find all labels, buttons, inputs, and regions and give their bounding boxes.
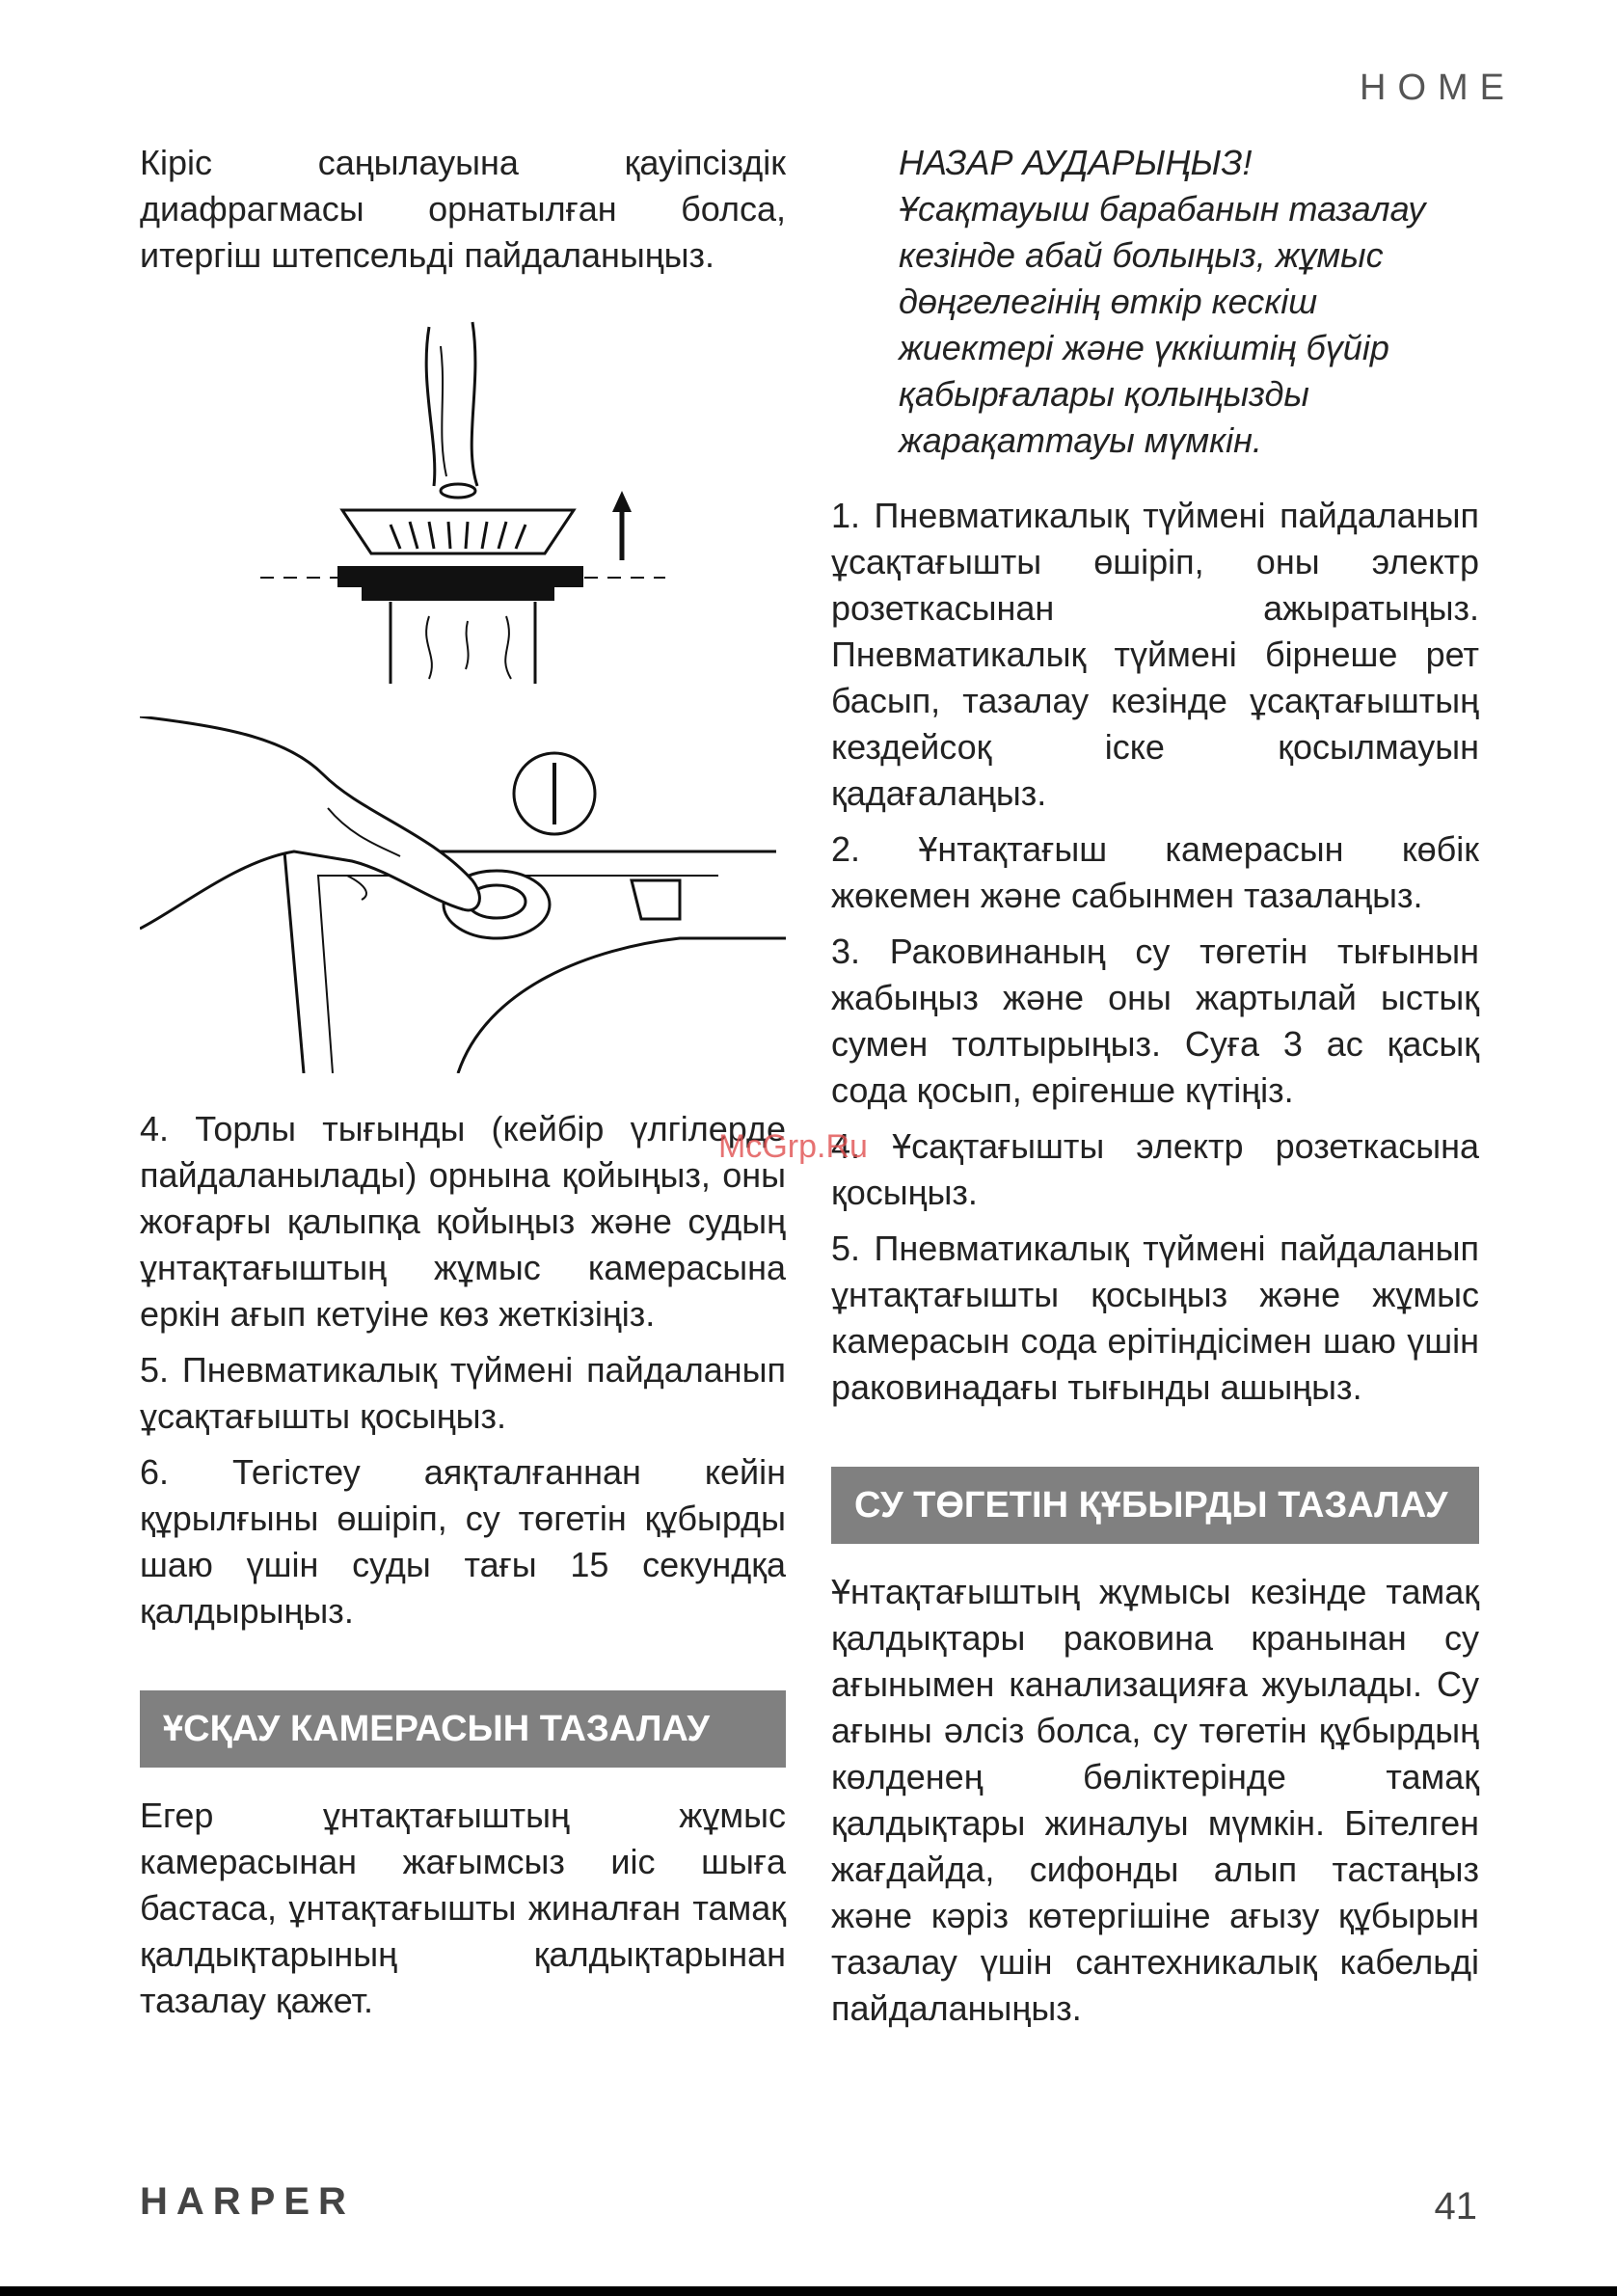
- warning-text: Ұсақтауыш барабанын тазалау кезінде абай болыңыз, жұмыс дөңгелегінің өткір кескіш жиектері және үккіштің бүйір қабырғалары қолыңызды жарақаттауы мүмкін.: [899, 189, 1426, 460]
- bottom-border: [0, 2286, 1617, 2296]
- intro-text: Кіріс саңылауына қауіпсіздік диафрагмасы орнатылған болса, итергіш штепсельді пайдаланыңыз.: [140, 143, 786, 275]
- page-number: 41: [1434, 2185, 1477, 2228]
- chamber-cleaning-text: Егер ұнтақтағыштың жұмыс камерасынан жағымсыз иіс шыға бастаса, ұнтақтағышты жиналған тамақ қалдықтарының қалдықтарынан тазалау қажет.: [140, 1796, 786, 2020]
- right-step-1: 1. Пневматикалық түймені пайдаланып ұсақтағышты өшіріп, оны электр розеткасынан ажыратыңыз. Пневматикалық түймені бірнеше рет басып, тазалау кезінде ұсақтағыштың кездейсоқ іске қосылмауын қадағалаңыз.: [831, 496, 1479, 813]
- left-step-5: 5. Пневматикалық түймені пайдаланып ұсақтағышты қосыңыз.: [140, 1350, 786, 1436]
- footer-brand-logo: HARPER: [140, 2180, 355, 2223]
- right-step-3: 3. Раковинаның су төгетін тығынын жабыңыз және оны жартылай ыстық сумен толтырыңыз. Суға 3 ас қасық сода қосып, ерігенше күтіңіз.: [831, 932, 1479, 1110]
- warning-block: [899, 140, 1479, 464]
- pneumatic-button-illustration: [140, 716, 786, 1073]
- warning-title: НАЗАР АУДАРЫҢЫЗ!: [899, 143, 1253, 182]
- left-step-6: 6. Тегістеу аяқталғаннан кейін құрылғыны өшіріп, су төгетін құбырды шаю үшін суды тағы 15 секундқа қалдырыңыз.: [140, 1452, 786, 1631]
- right-step-2: 2. Ұнтақтағыш камерасын көбік жөкемен және сабынмен тазалаңыз.: [831, 829, 1479, 915]
- section-title-drain: СУ ТӨГЕТІН ҚҰБЫРДЫ ТАЗАЛАУ: [831, 1467, 1479, 1544]
- right-step-5: 5. Пневматикалық түймені пайдаланып ұнтақтағышты қосыңыз және жұмыс камерасын сода ерітіндісімен шаю үшін раковинадағы тығынды ашыңыз.: [831, 1229, 1479, 1407]
- section-title-chamber: ҰСҚАУ КАМЕРАСЫН ТАЗАЛАУ: [140, 1690, 786, 1768]
- watermark: McGrp.Ru: [718, 1128, 868, 1165]
- drain-cleaning-text: Ұнтақтағыштың жұмысы кезінде тамақ қалдықтары раковина кранынан су ағынымен канализацияға жуылады. Су ағыны әлсіз болса, су төгетін құбырдың көлденең бөліктерінде тамақ қалдықтары жиналуы мүмкін. Бітелген жағдайда, сифонды алып тастаңыз және кәріз көтергішіне ағызу құбырын тазалау үшін сантехникалық кабельді пайдаланыңыз.: [831, 1572, 1479, 2028]
- right-step-4: 4. Ұсақтағышты электр розеткасына қосыңыз.: [831, 1126, 1479, 1212]
- left-step-4: 4. Торлы тығынды (кейбір үлгілерде пайдаланылады) орнына қойыңыз, оны жоғарғы қалыпқа қойыңыз және судың ұнтақтағыштың жұмыс камерасына еркін ағып кетуіне көз жеткізіңіз.: [140, 1109, 786, 1334]
- home-brand: HOME: [1360, 68, 1516, 108]
- strainer-illustration: [140, 308, 786, 684]
- left-column: [140, 140, 786, 2034]
- right-column: [831, 140, 1479, 2041]
